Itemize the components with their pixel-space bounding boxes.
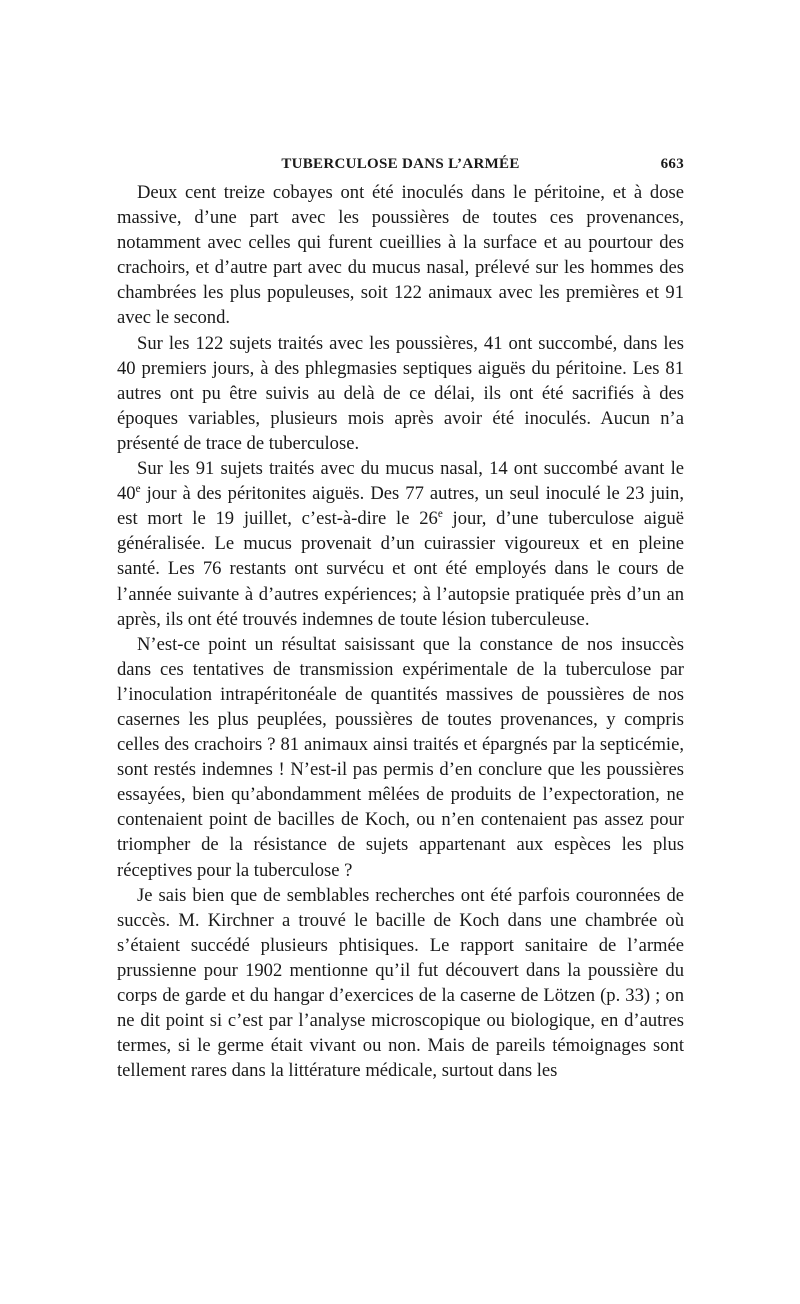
page-number: 663 (660, 156, 684, 172)
running-title: TUBERCULOSE DANS L’ARMÉE (281, 156, 520, 172)
text-run: jour, d’une tuberculose aiguë généralisée. Le mucus provenait d’un cuirassier vigoureux et en pleine santé. Les 76 restants ont survécu et ont été employés dans le cours de l’année suivante à d’autres expériences; à l’autopsie pratiquée près d’un an après, ils ont été trouvés indemnes de toute lésion tuberculeuse. (117, 508, 684, 630)
paragraph (117, 180, 684, 331)
paragraph (117, 632, 684, 883)
body-text (117, 180, 684, 1083)
paragraph (117, 456, 684, 632)
text-run: Sur les 122 sujets traités avec les poussières, 41 ont succombé, dans les 40 premiers jours, à des phlegmasies septiques aiguës du péritoine. Les 81 autres ont pu être suivis au delà de ce délai, ils ont été sacrifiés à des époques variables, plusieurs mois après avoir été inoculés. Aucun n’a présenté de trace de tuberculose. (117, 332, 684, 454)
ordinal-superscript: e (135, 482, 141, 495)
running-header (117, 150, 684, 180)
paragraph (117, 883, 684, 1084)
ordinal-superscript: e (437, 507, 443, 520)
text-run: N’est-ce point un résultat saisissant que la constance de nos insuccès dans ces tentatives de transmission expérimentale de la tuberculose par l’inoculation intrapéritonéale de quantités massives de poussières de nos casernes les plus peuplées, poussières de toutes provenances, y compris celles des crachoirs ? 81 animaux ainsi traités et épargnés par la septicémie, sont restés indemnes ! N’est-il pas permis d’en conclure que les poussières essayées, bien qu’abondamment mêlées de produits de l’expectoration, ne contenaient point de bacilles de Koch, ou n’en contenaient pas assez pour triompher de la résistance de sujets appartenant aux espèces les plus réceptives pour la tuberculose ? (117, 633, 684, 881)
text-run: jour à des péritonites aiguës. Des 77 autres, un seul inoculé le 23 juin, est mort le 19 juillet, c’est-à-dire le 26 (117, 483, 684, 530)
book-page (117, 150, 684, 1083)
paragraph (117, 331, 684, 456)
text-run: Je sais bien que de semblables recherches ont été parfois couronnées de succès. M. Kirchner a trouvé le bacille de Koch dans une chambrée où s’étaient succédé plusieurs phtisiques. Le rapport sanitaire de l’armée prussienne pour 1902 mentionne qu’il fut découvert dans la poussière du corps de garde et du hangar d’exercices de la caserne de Lötzen (p. 33) ; on ne dit point si c’est par l’analyse microscopique ou biologique, en d’autres termes, si le germe était vivant ou non. Mais de pareils témoignages sont tellement rares dans la littérature médicale, surtout dans les (117, 884, 684, 1082)
text-run: Sur les 91 sujets traités avec du mucus nasal, 14 ont succombé avant le 40 (117, 458, 684, 505)
text-run: Deux cent treize cobayes ont été inoculés dans le péritoine, et à dose massive, d’une part avec les poussières de toutes ces provenances, notamment avec celles qui furent cueillies à la surface et au pourtour des crachoirs, et d’autre part avec du mucus nasal, prélevé sur les hommes des chambrées les plus populeuses, soit 122 animaux avec les premières et 91 avec le second. (117, 182, 684, 329)
